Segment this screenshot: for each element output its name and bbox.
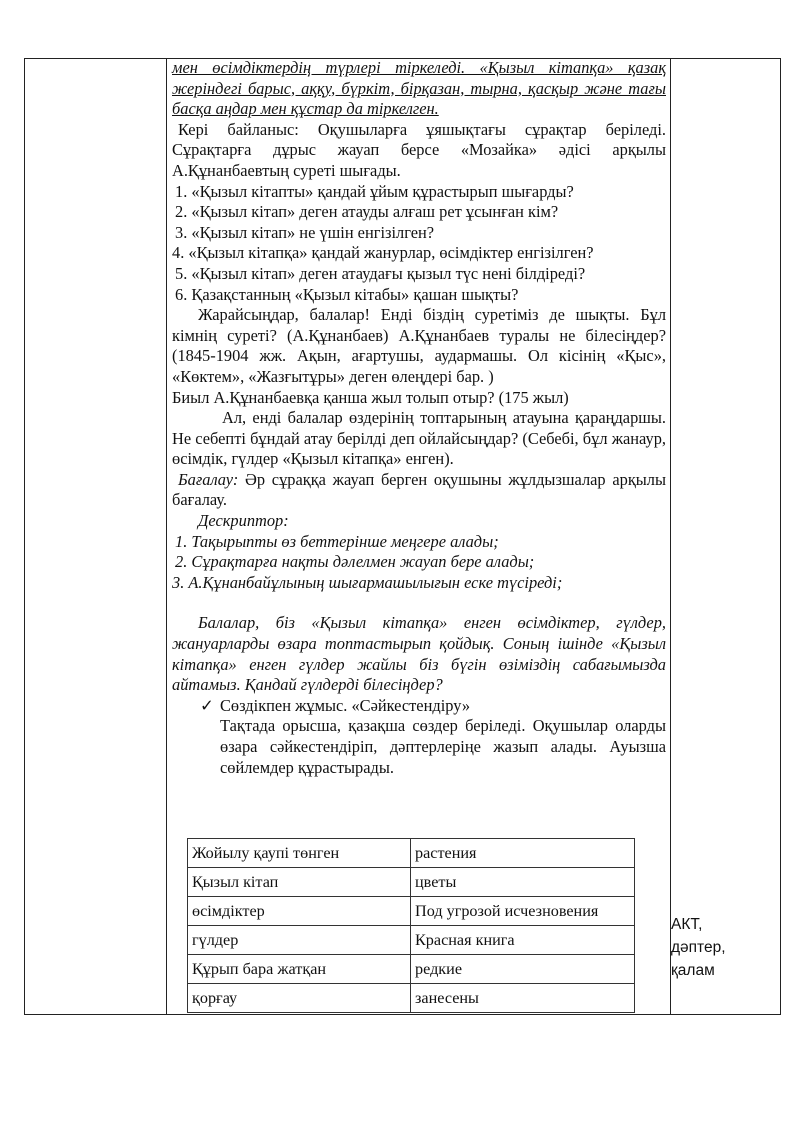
table-row: [188, 984, 635, 1013]
table-cell-kazakh: Құрып бара жатқан: [188, 955, 411, 984]
column-divider-right: [670, 58, 671, 1015]
task-bullet: [172, 696, 666, 717]
table-cell-kazakh: өсімдіктер: [188, 897, 411, 926]
resources-column: [671, 913, 775, 982]
column-divider-left: [166, 58, 167, 1015]
descriptor-item: 1. Тақырыпты өз беттерінше меңгере алады;: [175, 531, 499, 551]
lesson-content: [172, 58, 666, 778]
task-title: Сөздікпен жұмыс. «Сәйкестендіру»: [220, 695, 471, 715]
table-cell-kazakh: Қызыл кітап: [188, 868, 411, 897]
table-cell-russian: занесены: [411, 984, 635, 1013]
descriptor-item: 2. Сұрақтарға нақты дәлелмен жауап бере алады;: [175, 552, 535, 572]
question-item: 6. Қазақстанның «Қызыл кітабы» қашан шықты?: [175, 284, 519, 304]
table-row: [188, 926, 635, 955]
task-description: Тақтада орысша, қазақша сөздер беріледі. Оқушылар оларды өзара сәйкестендіріп, дәптерлеріңе жазып алады. Ауызша сөйлемдер құрастырады.: [220, 716, 666, 777]
resource-item: қалам: [671, 962, 715, 979]
table-cell-russian: Красная книга: [411, 926, 635, 955]
table-cell-russian: редкие: [411, 955, 635, 984]
descriptor-title: Дескриптор:: [198, 511, 289, 531]
resource-item: АКТ,: [671, 916, 703, 933]
table-cell-kazakh: қорғау: [188, 984, 411, 1013]
assessment-text: Әр сұраққа жауап берген оқушыны жұлдызшалар арқылы бағалау.: [172, 469, 666, 510]
table-cell-russian: растения: [411, 839, 635, 868]
table-cell-kazakh: гүлдер: [188, 926, 411, 955]
resource-item: дәптер,: [671, 939, 726, 956]
intro-paragraph: мен өсімдіктердің түрлері тіркеледі. «Қызыл кітапқа» қазақ жеріндегі барыс, аққу, бүркіт, бірқазан, тырна, қасқыр және тағы басқа аңдар мен құстар да тіркелген.: [172, 58, 666, 119]
flowers-paragraph: Балалар, біз «Қызыл кітапқа» енген өсімдіктер, гүлдер, жануарларды өзара топтастырып қойдық. Соның ішінде «Қызыл кітапқа» енген гүлдер жайлы біз бүгін өзіміздің сабағымызда айтамыз. Қандай гүлдерді білесіңдер?: [172, 613, 666, 695]
table-row: [188, 839, 635, 868]
question-item: 3. «Қызыл кітап» не үшін енгізілген?: [175, 222, 435, 242]
table-row: [188, 897, 635, 926]
group-names-paragraph: Ал, енді балалар өздерінің топтарының атауына қараңдаршы. Не себепті бұндай атау берілді деп ойлайсыңдар? (Себебі, бұл жанаур, өсімдік, гүлдер «Қызыл кітапқа» енген).: [172, 408, 666, 469]
table-cell-russian: цветы: [411, 868, 635, 897]
assessment-paragraph: [172, 470, 666, 511]
table-row: [188, 868, 635, 897]
question-item: 2. «Қызыл кітап» деген атауды алғаш рет ұсынған кім?: [175, 202, 559, 222]
table-cell-russian: Под угрозой исчезновения: [411, 897, 635, 926]
question-list: [172, 182, 666, 306]
abai-anniversary-line: Биыл А.Құнанбаевқа қанша жыл толып отыр? (175 жыл): [172, 387, 569, 407]
question-item: 1. «Қызыл кітапты» қандай ұйым құрастырып шығарды?: [175, 181, 574, 201]
feedback-paragraph: Кері байланыс: Оқушыларға ұяшықтағы сұрақтар беріледі. Сұрақтарға дұрыс жауап берсе «Мозайка» әдісі арқылы А.Құнанбаевтың суреті шығады.: [172, 119, 666, 180]
spacer: [172, 593, 666, 613]
question-item: 5. «Қызыл кітап» деген атаудағы қызыл түс нені білдіреді?: [175, 263, 586, 283]
table-cell-kazakh: Жойылу қаупі төнген: [188, 839, 411, 868]
question-item: 4. «Қызыл кітапқа» қандай жанурлар, өсімдіктер енгізілген?: [172, 243, 594, 263]
assessment-label: Бағалау:: [178, 469, 239, 489]
abai-paragraph: Жарайсыңдар, балалар! Енді біздің суретіміз де шықты. Бұл кімнің суреті? (А.Құнанбаев) А.Құнанбаев туралы не білесіңдер? (1845-1904 жж. Ақын, ағартушы, аудармашы. Ол кісінің «Қыс», «Көктем», «Жазғытұры» деген өлеңдері бар. ): [172, 305, 666, 386]
checkmark-icon: ✓: [200, 695, 214, 715]
vocabulary-table: [187, 838, 635, 1013]
descriptor-item: 3. А.Құнанбайұлының шығармашылығын еске түсіреді;: [172, 572, 563, 592]
table-row: [188, 955, 635, 984]
